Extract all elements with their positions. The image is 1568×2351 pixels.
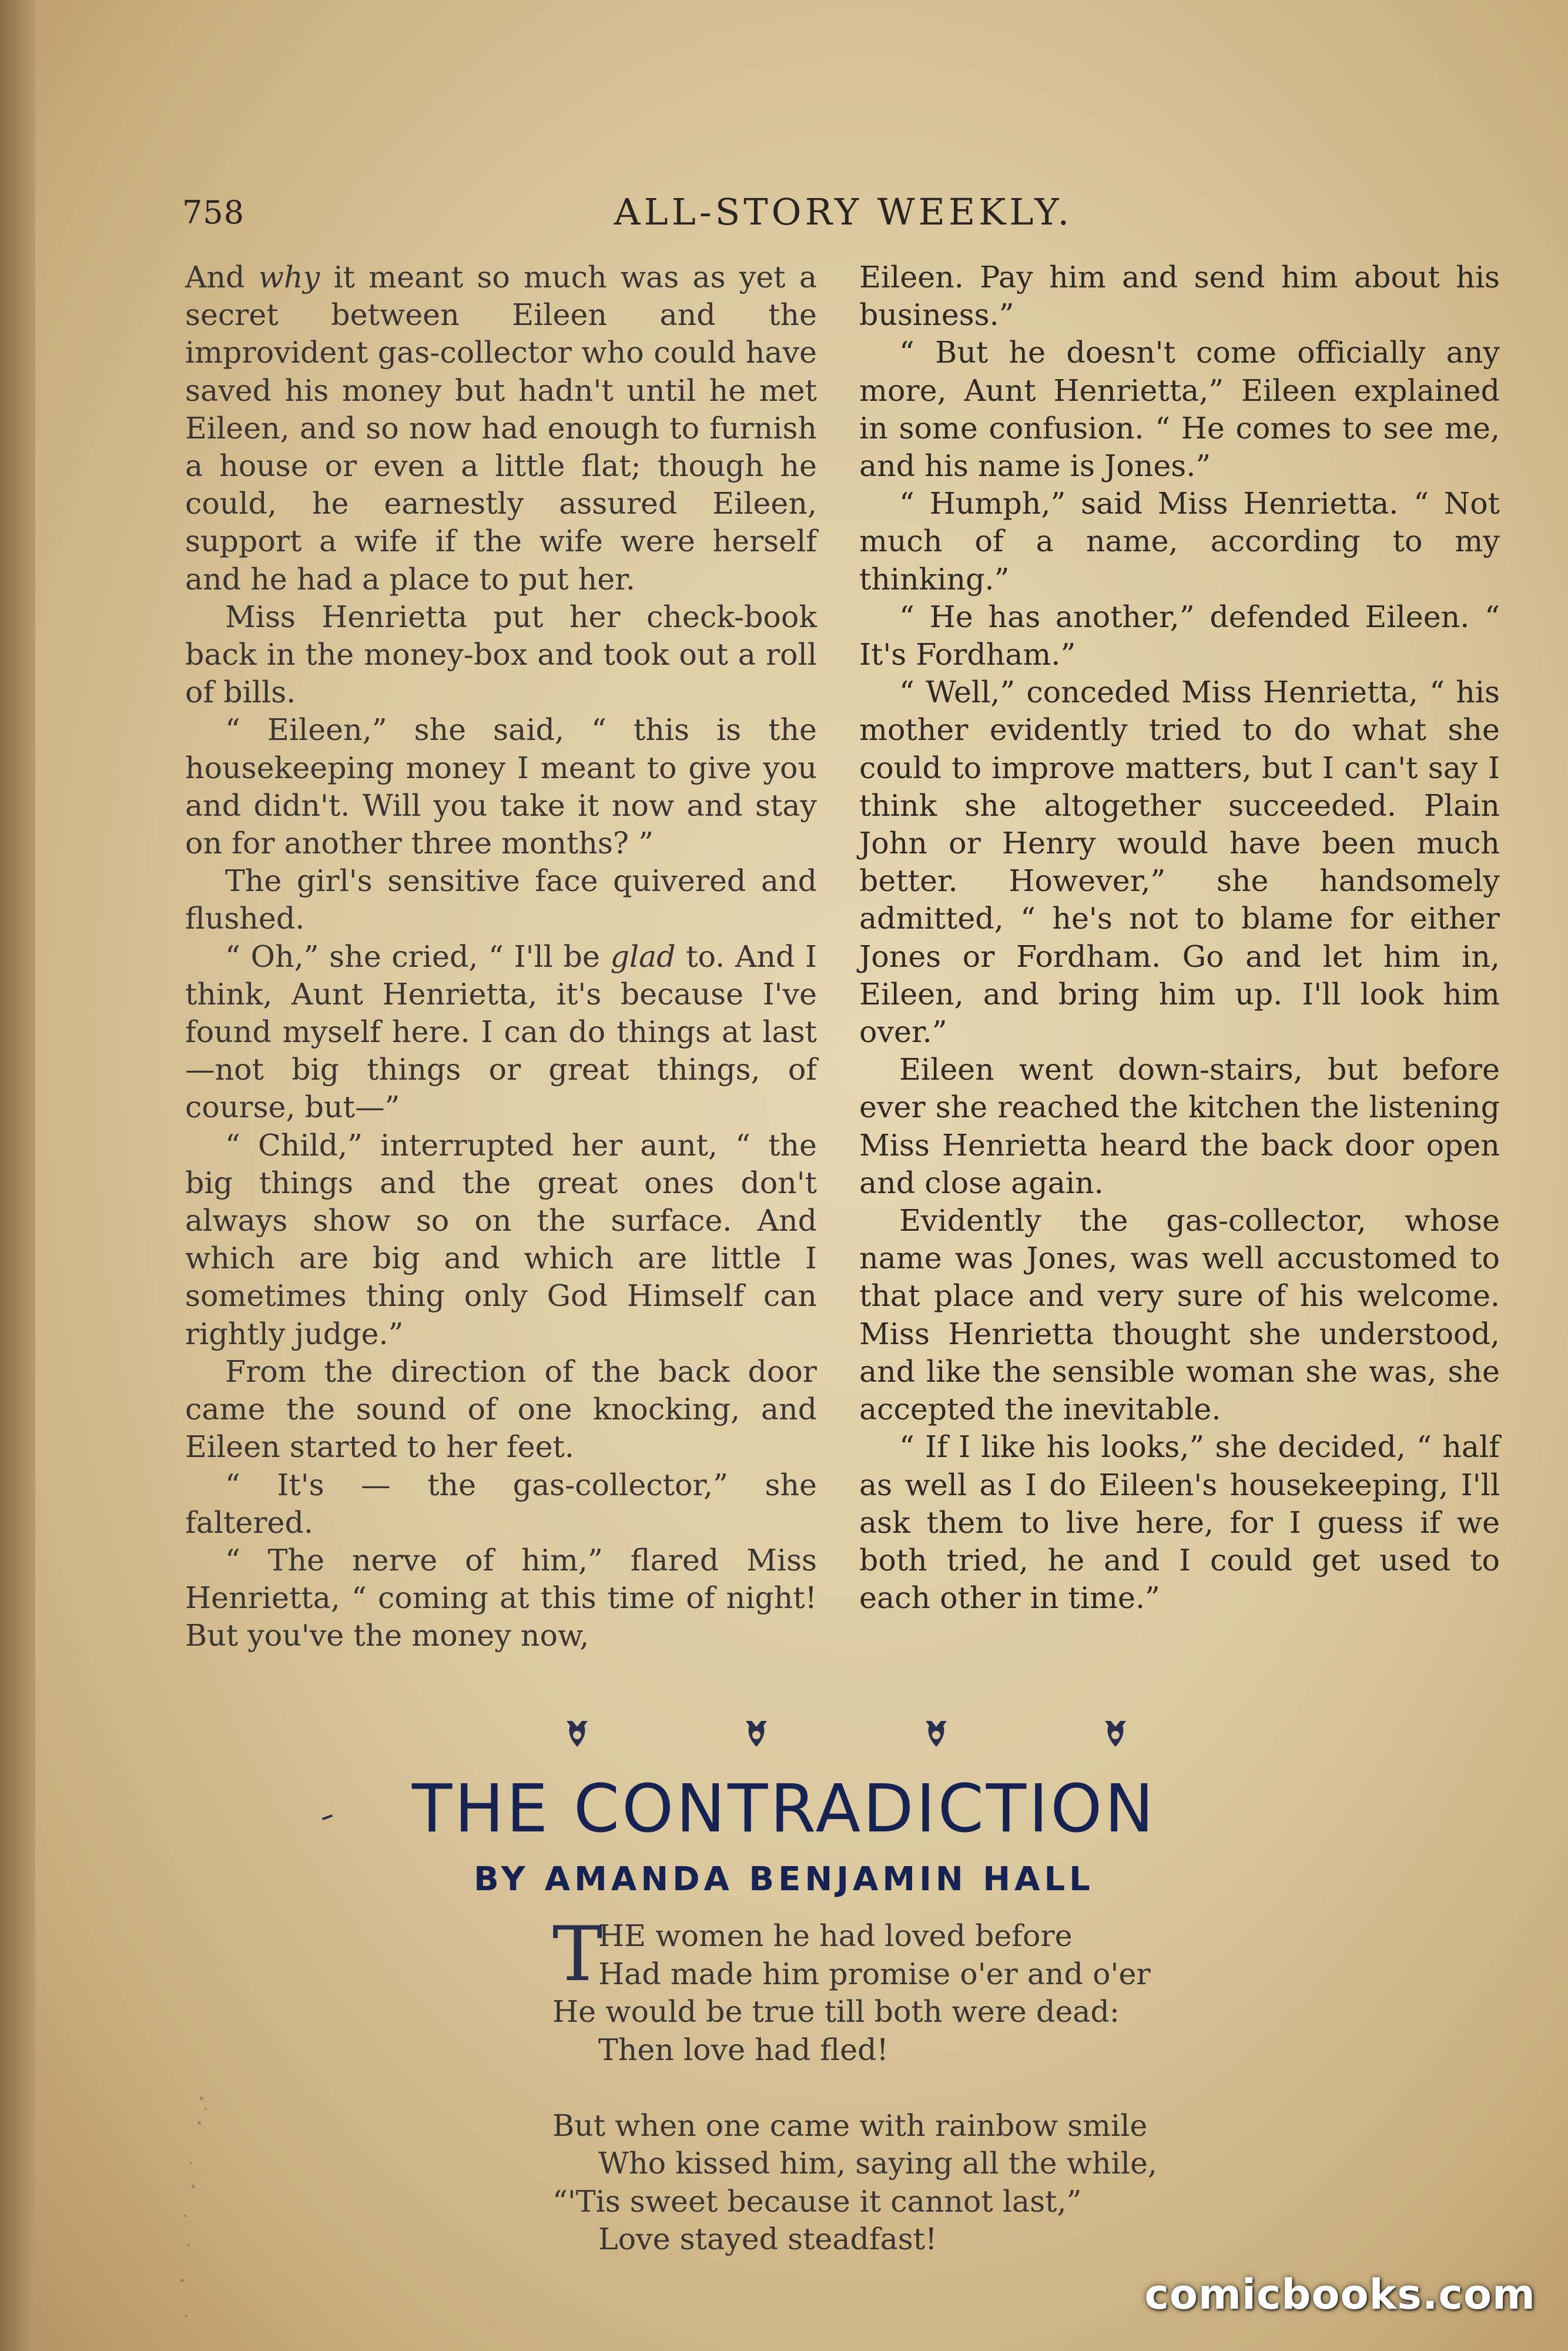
paragraph: “ But he doesn't come officially any more, Aunt Henrietta,” Eileen explained in some confusion. “ He comes to see me, and his name is Jones.” [859, 335, 1500, 484]
right-column [859, 259, 1500, 1617]
paragraph: Eileen went down-stairs, but before ever she reached the kitchen the listening Miss Henrietta heard the back door open and close again. [859, 1052, 1500, 1200]
paragraph: “ Humph,” said Miss Henrietta. “ Not much of a name, according to my thinking.” [859, 486, 1500, 597]
poem-body [552, 1911, 1316, 2296]
poem-line: Love stayed steadfast! [598, 2222, 937, 2256]
poem-stanza [552, 1911, 1316, 2069]
poem-line: “'Tis sweet because it cannot last,” [552, 2183, 1082, 2219]
poem-stanza [552, 2107, 1316, 2259]
paragraph: Eileen. Pay him and send him about his business.” [859, 260, 1500, 333]
paragraph: “ Well,” conceded Miss Henrietta, “ his mother evidently tried to do what she could to improve matters, but I can't say I think she altogether succeeded. Plain John or Henry would have been much better. However,” she handsomely admitted, “ he's not to blame for either Jones or Fordham. Go and let him in, Eileen, and bring him up. I'll look him over.” [859, 675, 1500, 1050]
paragraph: “ Eileen,” she said, “ this is the housekeeping money I meant to give you and didn't. Will you take it now and stay on for another three months? ” [185, 712, 817, 861]
emphasis: why [258, 260, 320, 294]
page-number: 758 [182, 194, 245, 231]
emphasis: glad [610, 939, 676, 974]
left-column [185, 259, 817, 1655]
ornament-icon [564, 1717, 590, 1750]
paragraph: “ Child,” interrupted her aunt, “ the big things and the great ones don't always show so on the surface. And which are big and which are little I sometimes thing only God Himself can rightly judge.” [185, 1127, 817, 1351]
paragraph: And why it meant so much was as yet a secret between Eileen and the improvident gas-collector who could have saved his money but hadn't until he met Eileen, and so now had enough to furnish a house or even a little flat; though he could, he earnestly assured Eileen, support a wife if the wife were herself and he had a place to put her. [185, 260, 817, 597]
poem-line: Had made him promise o'er and o'er [598, 1956, 1151, 1991]
poem-byline: BY AMANDA BENJAMIN HALL [474, 1860, 1094, 1898]
paragraph: The girl's sensitive face quivered and flushed. [185, 863, 817, 936]
page-header [182, 187, 1505, 240]
site-watermark: comicbooks.com [1144, 2270, 1536, 2319]
paragraph: Evidently the gas-collector, whose name was Jones, was well accustomed to that place and very sure of his welcome. Miss Henrietta thought she understood, and like the sensible woman she was, she accepted the inevitable. [859, 1203, 1500, 1427]
paragraph: Miss Henrietta put her check-book back in the money-box and took out a roll of bills. [185, 599, 817, 710]
running-title: ALL-STORY WEEKLY. [614, 190, 1073, 233]
paragraph: “ The nerve of him,” flared Miss Henrietta, “ coming at this time of night! But you've the money now, [185, 1542, 817, 1653]
poem-title: THE CONTRADICTION [411, 1771, 1157, 1847]
paragraph: “ If I like his looks,” she decided, “ half as well as I do Eileen's housekeeping, I'll ask them to live here, for I guess if we both tried, he and I could get used to each other in time.” [859, 1429, 1500, 1616]
poem-line: But when one came with rainbow smile [552, 2108, 1148, 2143]
ornament-icon [923, 1717, 949, 1750]
poem-line: Who kissed him, saying all the while, [598, 2146, 1157, 2181]
section-ornaments [564, 1713, 1128, 1754]
poem-line: He would be true till both were dead: [552, 1994, 1120, 2029]
poem-line: HE women he had loved before [598, 1918, 1073, 1953]
page-edge-stains [150, 2092, 220, 2351]
ornament-icon [1103, 1717, 1128, 1750]
ornament-icon [743, 1717, 769, 1750]
drop-cap: T [552, 1911, 603, 1998]
paragraph: “ It's — the gas-collector,” she faltered. [185, 1467, 817, 1540]
paragraph: “ Oh,” she cried, “ I'll be glad to. And I think, Aunt Henrietta, it's because I've found myself here. I can do things at last—not big things or great things, of course, but—” [185, 939, 817, 1125]
poem-line: Then love had fled! [598, 2032, 889, 2067]
page-gutter [0, 0, 35, 2351]
paragraph: From the direction of the back door came the sound of one knocking, and Eileen started to her feet. [185, 1354, 817, 1465]
paragraph: “ He has another,” defended Eileen. “ It's Fordham.” [859, 599, 1500, 672]
